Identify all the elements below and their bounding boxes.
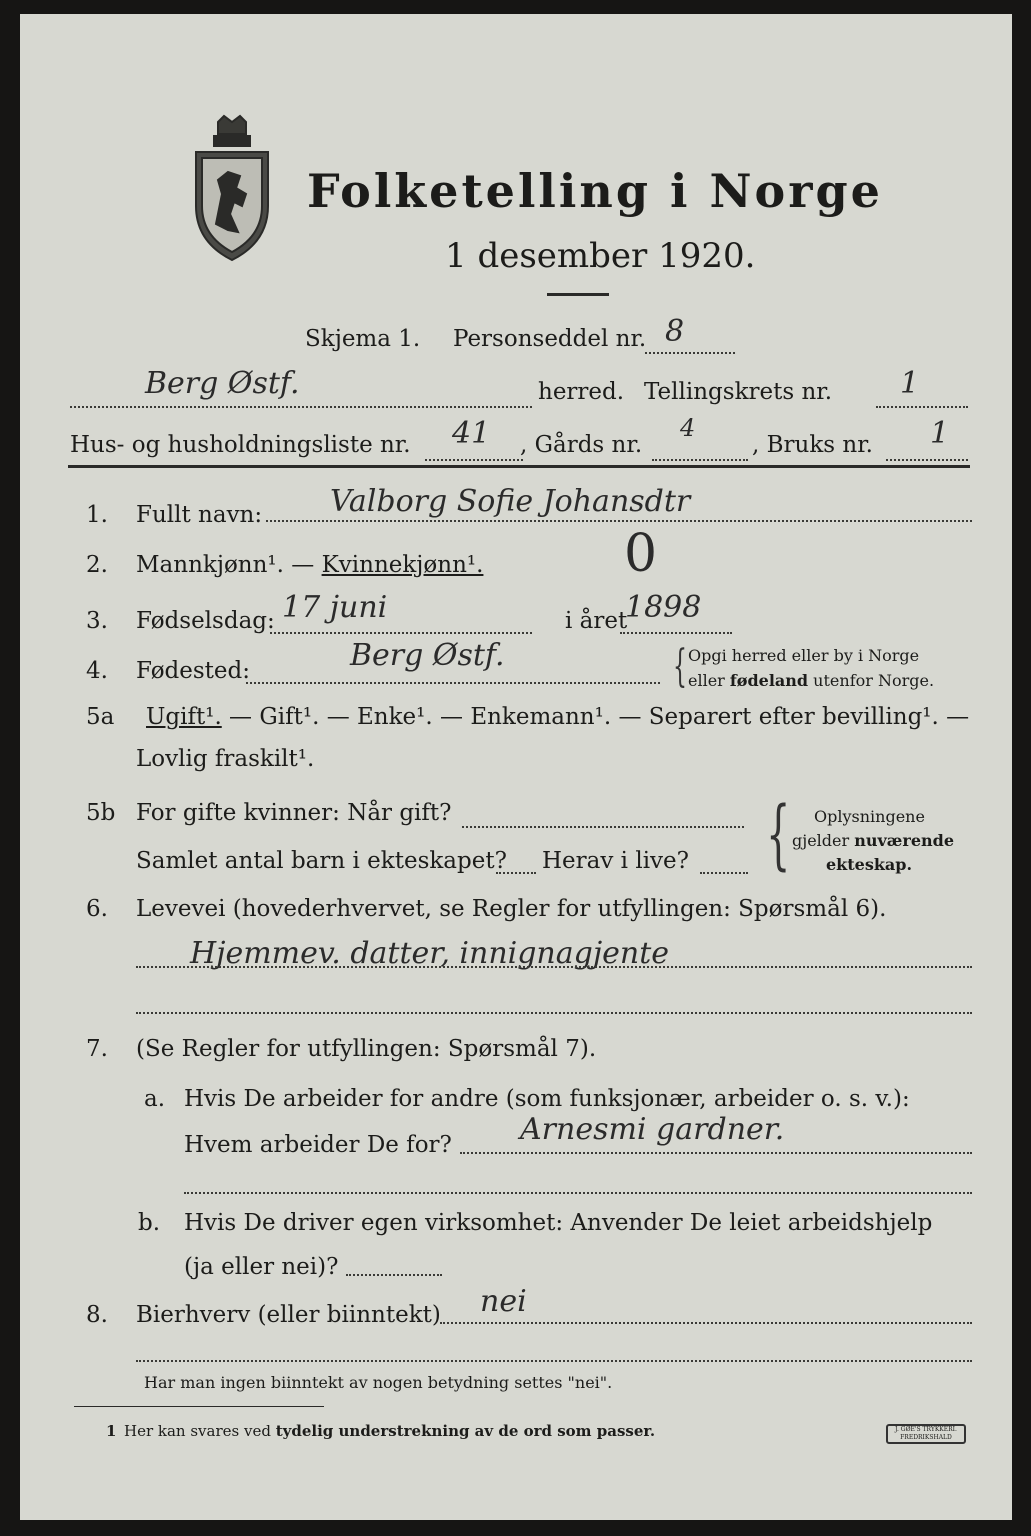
- q4-brace: {: [673, 641, 687, 692]
- q5a-line2: Lovlig fraskilt¹.: [136, 746, 315, 772]
- q5a-options-rest: — Gift¹. — Enke¹. — Enkemann¹. — Separert efter bevilling¹. —: [221, 704, 970, 730]
- q6-line-2: [136, 1012, 972, 1014]
- q5a-text: [146, 704, 969, 730]
- bruks-line: [886, 459, 968, 461]
- q5b-note-line3: ekteskap.: [826, 855, 913, 874]
- q7a-employer-line: [460, 1152, 972, 1154]
- q4-note-line2: [688, 670, 934, 692]
- q7b-label: Hvis De driver egen virksomhet: Anvender De leiet arbeidshjelp: [184, 1210, 933, 1236]
- q5b-alive-label: Herav i live?: [542, 848, 689, 874]
- q4-label: Fødested:: [136, 658, 251, 684]
- q5b-label: For gifte kvinner: Når gift?: [136, 800, 452, 826]
- q5b-note-line2-a: gjelder: [792, 831, 855, 850]
- personseddel-value: 8: [665, 314, 685, 349]
- q2-option-male: Mannkjønn¹. —: [136, 552, 322, 578]
- q4-line: [246, 682, 660, 684]
- q5b-note-line2-b: nuværende: [854, 831, 955, 850]
- skjema-label: Skjema 1.: [305, 326, 421, 352]
- q5b-note-line2: [792, 830, 954, 852]
- herred-label: herred.: [538, 379, 625, 405]
- q5b-alive-line: [700, 872, 748, 874]
- biinntekt-note: Har man ingen biinntekt av nogen betydning settes "nei".: [144, 1373, 613, 1392]
- q3-line: [270, 632, 532, 634]
- q3-label: Fødselsdag:: [136, 608, 275, 634]
- q2-text: [136, 552, 483, 578]
- gards-label: , Gårds nr.: [520, 432, 643, 458]
- q5a-option-ugift: Ugift¹.: [146, 704, 222, 730]
- q7b-letter: b.: [138, 1210, 161, 1236]
- q5b-married-line: [462, 826, 744, 828]
- q1-value: Valborg Sofie Johansdtr: [330, 484, 691, 519]
- q4-note-line2-c: utenfor Norge.: [808, 671, 935, 690]
- q5a-number: 5a: [86, 704, 115, 730]
- q7-label: (Se Regler for utfyllingen: Spørsmål 7).: [136, 1036, 597, 1062]
- q6-number: 6.: [86, 896, 108, 922]
- tellingskrets-value: 1: [900, 366, 920, 401]
- q7a-letter: a.: [144, 1086, 166, 1112]
- q8-line-2: [136, 1360, 972, 1362]
- herred-value: Berg Østf.: [145, 366, 300, 401]
- q4-note-line1: Opgi herred eller by i Norge: [688, 646, 920, 665]
- husliste-label: Hus- og husholdningsliste nr.: [70, 432, 411, 458]
- husliste-value: 41: [452, 416, 491, 451]
- q3-number: 3.: [86, 608, 108, 634]
- q1-number: 1.: [86, 502, 108, 528]
- coat-of-arms-emblem: [188, 114, 276, 262]
- q4-note-line2-b: fødeland: [729, 671, 809, 690]
- q8-label: Bierhverv (eller biinntekt): [136, 1302, 441, 1328]
- q5b-children-line: [496, 872, 536, 874]
- q7-number: 7.: [86, 1036, 108, 1062]
- title-divider: [547, 293, 609, 296]
- footnote-text-a: Her kan svares ved: [124, 1422, 276, 1440]
- header-rule: [68, 465, 970, 468]
- q8-value: nei: [480, 1284, 527, 1319]
- q6-value: Hjemmev. datter, innignagjente: [190, 936, 670, 971]
- q7b-line2-label: (ja eller nei)?: [184, 1254, 339, 1280]
- q3-value: 17 juni: [282, 590, 388, 625]
- q3-year-value: 1898: [625, 590, 702, 625]
- tellingskrets-line: [876, 406, 968, 408]
- form-title: Folketelling i Norge: [307, 164, 883, 218]
- bruks-label: , Bruks nr.: [752, 432, 873, 458]
- herred-line: [70, 406, 532, 408]
- q8-line: [440, 1322, 972, 1324]
- gards-line: [652, 459, 748, 461]
- q7a-value: Arnesmi gardner.: [520, 1112, 785, 1147]
- husliste-line: [425, 459, 523, 461]
- personseddel-label: Personseddel nr.: [453, 326, 647, 352]
- q2-number: 2.: [86, 552, 108, 578]
- footnote-mark: 1: [106, 1422, 117, 1440]
- q6-label: Levevei (hovederhvervet, se Regler for utfyllingen: Spørsmål 6).: [136, 896, 887, 922]
- q6-line-1: [136, 966, 972, 968]
- footnote-text: [124, 1422, 655, 1440]
- q8-number: 8.: [86, 1302, 108, 1328]
- footnote-rule: [74, 1406, 324, 1407]
- q4-value: Berg Østf.: [350, 638, 505, 673]
- printer-stamp: J. GØE'S TRYKKERI. FREDRIKSHALD: [886, 1424, 966, 1444]
- q4-number: 4.: [86, 658, 108, 684]
- q7a-label: Hvis De arbeider for andre (som funksjonær, arbeider o. s. v.):: [184, 1086, 910, 1112]
- q7a-line-2: [184, 1192, 972, 1194]
- q3-year-line: [620, 632, 732, 634]
- q1-line: [266, 520, 972, 522]
- q7a-employer-label: Hvem arbeider De for?: [184, 1132, 452, 1158]
- personseddel-line: [645, 352, 735, 354]
- bruks-value: 1: [930, 416, 950, 451]
- q2-mark: 0: [624, 524, 658, 584]
- q4-note-line2-a: eller: [688, 671, 730, 690]
- tellingskrets-label: Tellingskrets nr.: [644, 379, 833, 405]
- census-form-page: [20, 14, 1012, 1520]
- census-date: 1 desember 1920.: [445, 236, 756, 276]
- q1-label: Fullt navn:: [136, 502, 263, 528]
- q5b-note-line1: Oplysningene: [814, 807, 925, 826]
- q7b-line: [346, 1274, 442, 1276]
- q5b-brace: {: [766, 789, 791, 878]
- footnote-text-b: tydelig understrekning av de ord som passer.: [275, 1422, 656, 1440]
- q3-year-label: i året: [565, 608, 628, 634]
- q5b-number: 5b: [86, 800, 116, 826]
- q2-option-female: Kvinnekjønn¹.: [321, 552, 484, 578]
- q5b-children-label: Samlet antal barn i ekteskapet?: [136, 848, 507, 874]
- gards-value: 4: [680, 414, 696, 442]
